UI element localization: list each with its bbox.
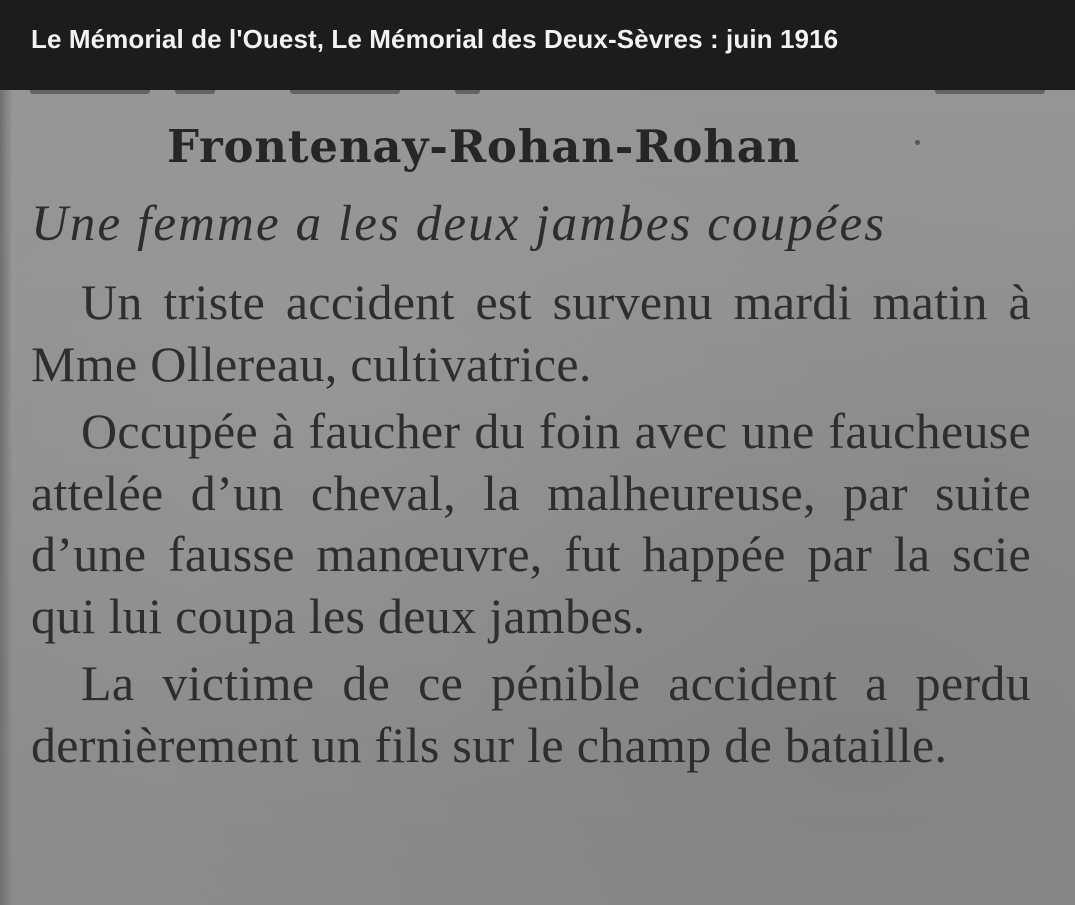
article-headline: Frontenay-Rohan-Rohan xyxy=(167,120,801,173)
article-subheadline: Une femme a les deux jambes coupées xyxy=(31,196,887,252)
article-paragraph: La victime de ce pénible accident a perdu dernièrement un fils sur le champ de bataille. xyxy=(31,655,1031,773)
article-paragraph: Occupée à faucher du foin avec une faucheuse attelée d’un cheval, la malheureuse, par suite d’une fausse manœuvre, fut happée par la scie qui lui coupa les deux jambes. xyxy=(31,403,1031,644)
caption-title: Le Mémorial de l'Ouest, Le Mémorial des Deux-Sèvres : juin 1916 xyxy=(31,23,839,54)
scan-shadow-edge xyxy=(0,90,12,905)
article-paragraph: Un triste accident est survenu mardi matin à Mme Ollereau, cultivatrice. xyxy=(31,274,1031,392)
newspaper-clipping xyxy=(0,90,1075,905)
print-speck xyxy=(915,140,920,145)
article-body xyxy=(31,272,1031,782)
previous-column-bleed xyxy=(0,90,1075,98)
caption-bar xyxy=(0,0,1075,90)
